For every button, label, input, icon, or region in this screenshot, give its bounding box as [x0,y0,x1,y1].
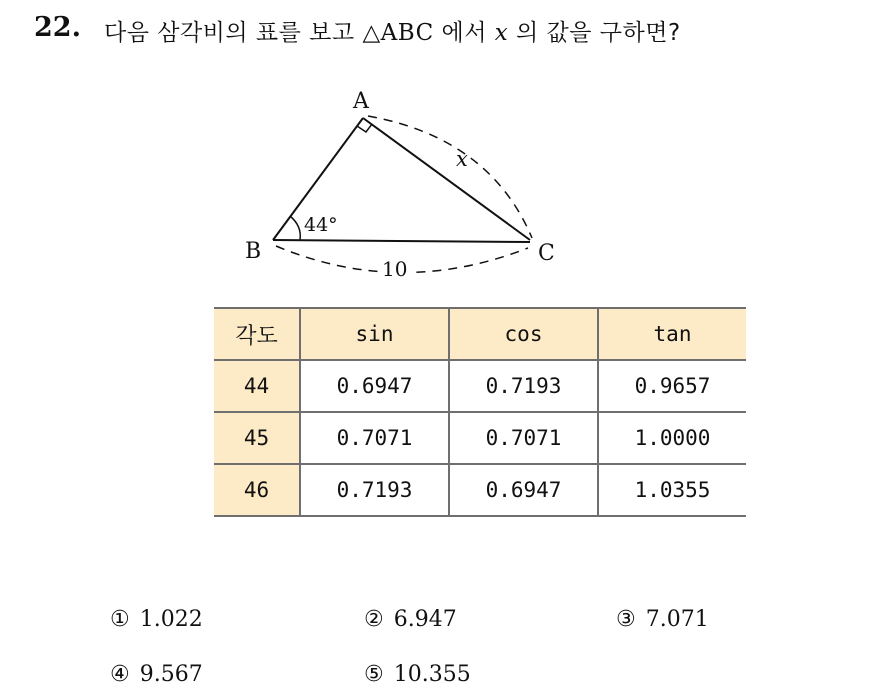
question-text-before: 다음 삼각비의 표를 보고 [104,20,363,46]
side-ac [363,118,530,240]
cell-sin: 0.6947 [300,360,449,412]
table-row [214,464,746,516]
choice-mark: ⑤ [364,662,384,687]
cell-tan: 1.0355 [598,464,746,516]
header-sin: sin [300,308,449,360]
cell-angle: 46 [214,464,300,516]
choice-value: 9.567 [139,662,203,687]
choice-mark: ① [110,607,130,632]
table-row [214,412,746,464]
header-tan: tan [598,308,746,360]
choice-value: 7.071 [645,607,709,632]
side-bc [273,240,530,242]
side-x-label: x [456,147,468,171]
header-cos: cos [449,308,598,360]
right-angle-mark [357,124,372,132]
choice-5[interactable] [364,662,471,687]
choice-2[interactable] [364,607,457,632]
choice-3[interactable] [616,607,709,632]
choice-value: 10.355 [393,662,471,687]
choice-value: 6.947 [393,607,457,632]
choice-mark: ② [364,607,384,632]
cell-sin: 0.7193 [300,464,449,516]
cell-tan: 1.0000 [598,412,746,464]
cell-angle: 44 [214,360,300,412]
choice-value: 1.022 [139,607,203,632]
question-text [104,14,681,47]
vertex-a-label: A [353,89,369,114]
choice-mark: ③ [616,607,636,632]
choice-4[interactable] [110,662,203,687]
choice-1[interactable] [110,607,203,632]
variable-x: x [494,20,509,46]
cell-cos: 0.6947 [449,464,598,516]
cell-tan: 0.9657 [598,360,746,412]
cell-angle: 45 [214,412,300,464]
vertex-b-label: B [245,239,262,264]
header-angle: 각도 [214,308,300,360]
dashed-arc-ac [368,116,532,238]
cell-cos: 0.7071 [449,412,598,464]
angle-arc [290,216,300,240]
cell-cos: 0.7193 [449,360,598,412]
angle-label: 44° [304,214,338,236]
side-10-label: 10 [382,257,408,281]
triangle-figure [240,88,570,288]
choice-mark: ④ [110,662,130,687]
vertex-c-label: C [538,241,555,266]
question-number: 22. [34,12,81,43]
cell-sin: 0.7071 [300,412,449,464]
table-header-row [214,308,746,360]
triangle-symbol: △ABC [362,20,434,46]
question-text-after: 의 값을 구하면? [508,20,681,46]
question-text-middle: 에서 [433,20,495,46]
trig-table [214,307,746,517]
table-row [214,360,746,412]
